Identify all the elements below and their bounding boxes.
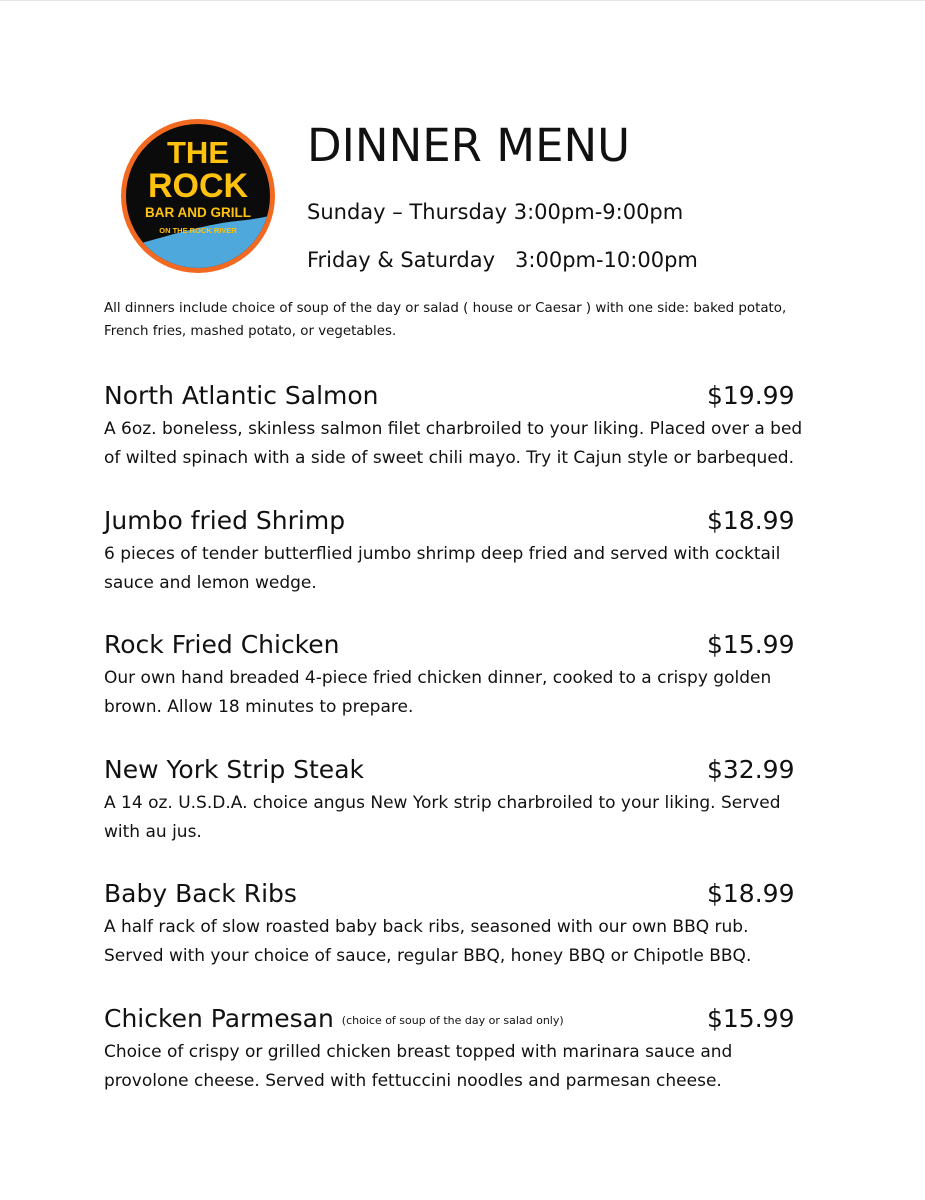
intro-text: All dinners include choice of soup of the day or salad ( house or Caesar ) with one side: baked potato, French fries, mashed potato, or vegetables.	[104, 301, 787, 339]
menu-item	[104, 379, 804, 473]
hours-weekday: Sunday – Thursday 3:00pm-9:00pm	[307, 200, 684, 224]
logo-rock: ROCK	[147, 167, 249, 205]
item-price: $32.99	[707, 755, 795, 784]
item-name: Rock Fried Chicken	[104, 630, 340, 659]
menu-item	[104, 753, 804, 847]
hours-weekend: Friday & Saturday 3:00pm-10:00pm	[307, 248, 698, 272]
item-name: North Atlantic Salmon	[104, 381, 379, 410]
page-top-edge	[0, 0, 925, 1]
item-price: $19.99	[707, 381, 795, 410]
item-price: $18.99	[707, 506, 795, 535]
item-description: A half rack of slow roasted baby back ribs, seasoned with our own BBQ rub. Served with your choice of sauce, regular BBQ, honey BBQ or Chipotle BBQ.	[104, 917, 752, 966]
item-description: Our own hand breaded 4-piece fried chicken dinner, cooked to a crispy golden brown. Allow 18 minutes to prepare.	[104, 668, 772, 717]
item-name: New York Strip Steak	[104, 755, 364, 784]
menu-item	[104, 628, 804, 722]
item-name-with-note	[104, 1002, 564, 1038]
menu-item	[104, 1002, 804, 1096]
item-description: A 6oz. boneless, skinless salmon filet charbroiled to your liking. Placed over a bed of wilted spinach with a side of sweet chili mayo. Try it Cajun style or barbequed.	[104, 419, 803, 468]
item-name: Chicken Parmesan	[104, 1004, 334, 1033]
logo-on-the-rock-river: ON THE ROCK RIVER	[159, 226, 237, 235]
item-note: (choice of soup of the day or salad only)	[341, 1014, 564, 1027]
menu-item	[104, 504, 804, 598]
menu-item	[104, 877, 804, 971]
page-title: DINNER MENU	[307, 119, 631, 172]
item-price: $15.99	[707, 630, 795, 659]
item-price: $18.99	[707, 879, 795, 908]
logo-bar-and-grill: BAR AND GRILL	[145, 205, 251, 220]
logo-the: THE	[167, 135, 229, 170]
the-rock-logo	[119, 117, 277, 275]
item-description: A 14 oz. U.S.D.A. choice angus New York strip charbroiled to your liking. Served with au jus.	[104, 793, 781, 842]
item-name: Baby Back Ribs	[104, 879, 297, 908]
item-description: 6 pieces of tender butterflied jumbo shrimp deep fried and served with cocktail sauce and lemon wedge.	[104, 544, 781, 593]
item-price: $15.99	[707, 1004, 795, 1033]
item-description: Choice of crispy or grilled chicken breast topped with marinara sauce and provolone cheese. Served with fettuccini noodles and parmesan cheese.	[104, 1042, 733, 1091]
item-name: Jumbo fried Shrimp	[104, 506, 346, 535]
